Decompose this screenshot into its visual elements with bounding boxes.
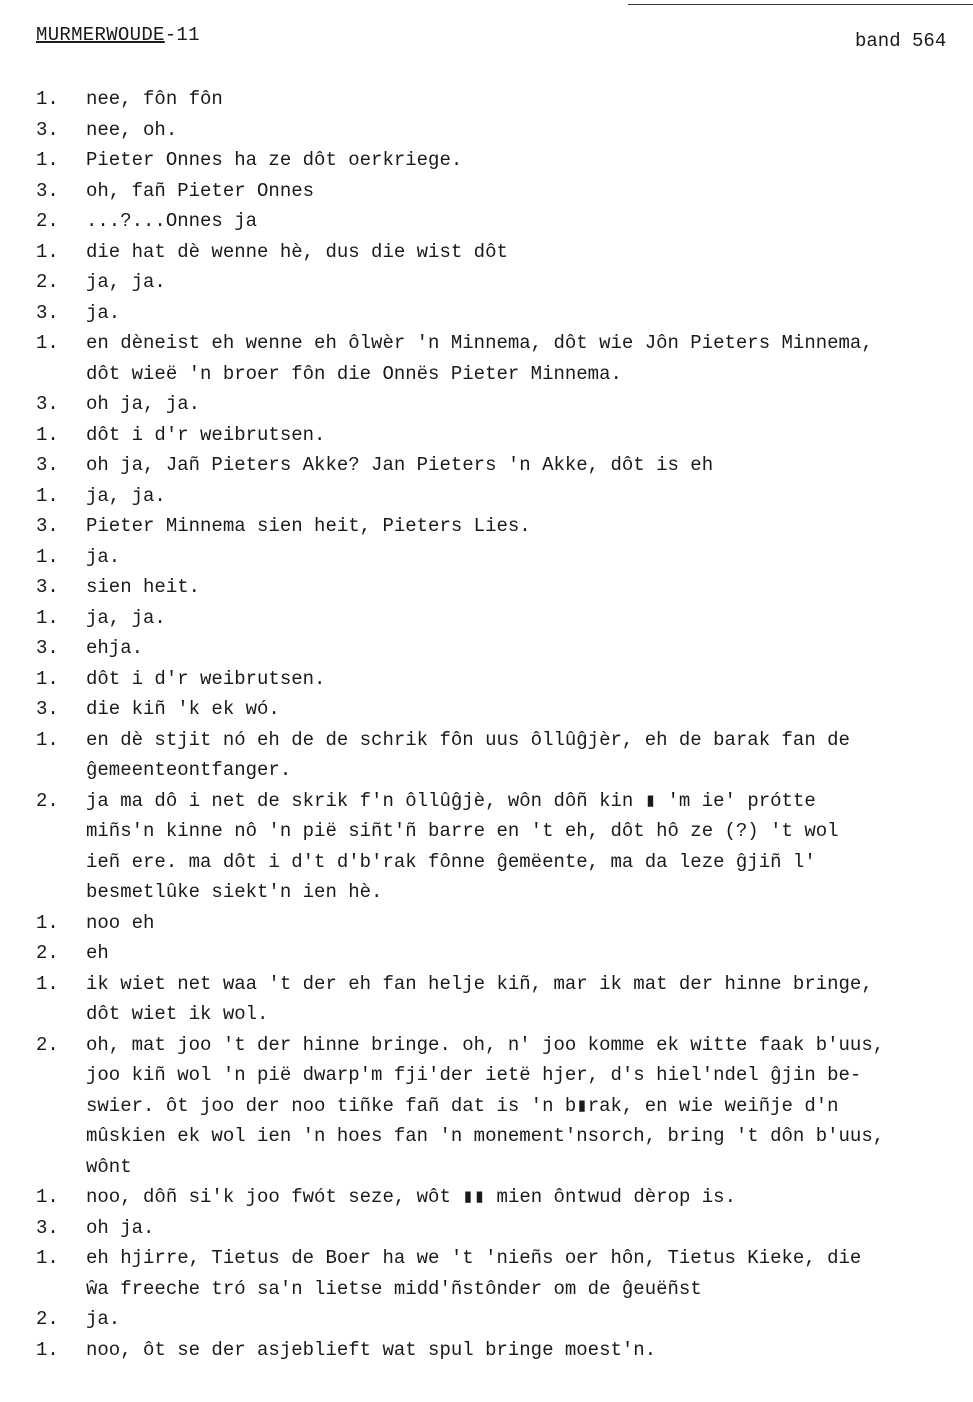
transcript-line xyxy=(36,1274,961,1305)
speaker-number: 3. xyxy=(36,301,59,324)
speaker-number: 3. xyxy=(36,637,59,659)
speaker-number: 2. xyxy=(36,942,59,964)
speaker-number: 2. xyxy=(36,1033,59,1056)
utterance-text: oh, fañ Pieter Onnes xyxy=(86,179,315,202)
utterance-text: joo kiñ wol 'n pië dwarp'm fji'der ietë hjer, d's hiel'ndel ĝjin be- xyxy=(86,1064,862,1086)
speaker-number: 1. xyxy=(36,667,59,690)
speaker-number: 3. xyxy=(36,515,59,537)
transcript-line xyxy=(36,816,961,847)
transcript-line xyxy=(36,572,961,603)
utterance-text: miñs'n kinne nô 'n pië siñt'ñ barre en 't eh, dôt hô ze (?) 't wol xyxy=(86,820,839,842)
transcript-line xyxy=(36,511,961,542)
utterance-text: ja. xyxy=(86,1308,121,1330)
utterance-text: en dèneist eh wenne eh ôlwèr 'n Minnema, dôt wie Jôn Pieters Minnema, xyxy=(86,332,873,354)
transcript-line xyxy=(36,115,961,146)
utterance-text: eh xyxy=(86,942,109,964)
transcript-line xyxy=(36,999,961,1030)
utterance-text: wônt xyxy=(86,1155,132,1178)
utterance-text: dôt wiet ik wol. xyxy=(86,1003,269,1025)
transcript-line xyxy=(36,633,961,664)
transcript-line xyxy=(36,1304,961,1335)
speaker-number: 1. xyxy=(36,423,59,446)
tape-number: -11 xyxy=(164,24,200,46)
utterance-text: noo eh xyxy=(86,911,155,934)
transcript-line xyxy=(36,481,961,512)
transcript-line xyxy=(36,84,961,115)
transcript-line xyxy=(36,176,961,207)
utterance-text: dôt i d'r weibrutsen. xyxy=(86,667,326,690)
utterance-text: ja. xyxy=(86,301,121,324)
transcript-line xyxy=(36,603,961,634)
utterance-text: noo, dôñ si'k joo fwót seze, wôt ▮▮ mien ôntwud dèrop is. xyxy=(86,1186,736,1208)
transcript-line xyxy=(36,420,961,451)
speaker-number: 1. xyxy=(36,1247,59,1269)
utterance-text: die hat dè wenne hè, dus die wist dôt xyxy=(86,240,508,263)
utterance-text: ja ma dô i net de skrik f'n ôllûĝjè, wôn dôñ kin ▮ 'm ie' prótte xyxy=(86,789,816,812)
utterance-text: mûskien ek wol ien 'n hoes fan 'n monement'nsorch, bring 't dôn b'uus, xyxy=(86,1125,885,1147)
utterance-text: ieñ ere. ma dôt i d't d'b'rak fônne ĝemëente, ma da leze ĝjiñ l' xyxy=(86,850,816,873)
utterance-text: eh hjirre, Tietus de Boer ha we 't 'nieñs oer hôn, Tietus Kieke, die xyxy=(86,1247,862,1269)
speaker-number: 2. xyxy=(36,210,59,232)
speaker-number: 1. xyxy=(36,728,59,751)
transcript-line xyxy=(36,298,961,329)
location-title: MURMERWOUDE xyxy=(36,24,165,46)
document-header-title xyxy=(36,24,200,46)
transcript-line xyxy=(36,1060,961,1091)
utterance-text: ŵa freeche tró sa'n lietse midd'ñstônder om de ĝeuëñst xyxy=(86,1277,702,1300)
transcript-line xyxy=(36,206,961,237)
transcript-line xyxy=(36,1121,961,1152)
speaker-number: 3. xyxy=(36,179,59,202)
utterance-text: oh ja. xyxy=(86,1216,155,1239)
transcript-line xyxy=(36,450,961,481)
utterance-text: nee, oh. xyxy=(86,118,178,141)
utterance-text: ja. xyxy=(86,545,121,568)
transcript-line xyxy=(36,145,961,176)
utterance-text: dôt wieë 'n broer fôn die Onnës Pieter Minnema. xyxy=(86,362,622,385)
speaker-number: 1. xyxy=(36,1186,59,1208)
speaker-number: 1. xyxy=(36,545,59,568)
speaker-number: 1. xyxy=(36,606,59,629)
transcript-line xyxy=(36,664,961,695)
utterance-text: ehja. xyxy=(86,637,144,659)
transcript-line xyxy=(36,725,961,756)
utterance-text: ja, ja. xyxy=(86,271,166,293)
transcript-line xyxy=(36,267,961,298)
speaker-number: 1. xyxy=(36,88,59,110)
transcript-line xyxy=(36,328,961,359)
utterance-text: sien heit. xyxy=(86,576,201,598)
utterance-text: swier. ôt joo der noo tiñke fañ dat is 'n b▮rak, en wie weiñje d'n xyxy=(86,1094,839,1117)
speaker-number: 2. xyxy=(36,1308,59,1330)
band-label: band 564 xyxy=(855,30,947,52)
speaker-number: 3. xyxy=(36,576,59,598)
utterance-text: ja, ja. xyxy=(86,606,166,629)
utterance-text: Pieter Minnema sien heit, Pieters Lies. xyxy=(86,515,531,537)
transcript-line xyxy=(36,938,961,969)
speaker-number: 1. xyxy=(36,240,59,263)
transcript-line xyxy=(36,694,961,725)
transcript-line xyxy=(36,1152,961,1183)
transcript-line xyxy=(36,389,961,420)
transcript-line xyxy=(36,786,961,817)
utterance-text: Pieter Onnes ha ze dôt oerkriege. xyxy=(86,149,463,171)
speaker-number: 2. xyxy=(36,789,59,812)
speaker-number: 3. xyxy=(36,118,59,141)
utterance-text: besmetlûke siekt'n ien hè. xyxy=(86,881,383,903)
transcript-body xyxy=(36,84,961,1365)
utterance-text: ...?...Onnes ja xyxy=(86,210,258,232)
utterance-text: die kiñ 'k ek wó. xyxy=(86,698,280,720)
transcript-line xyxy=(36,1213,961,1244)
utterance-text: ĝemeenteontfanger. xyxy=(86,759,292,781)
top-rule xyxy=(628,4,973,5)
transcript-line xyxy=(36,359,961,390)
utterance-text: ik wiet net waa 't der eh fan helje kiñ, mar ik mat der hinne bringe, xyxy=(86,972,873,995)
utterance-text: en dè stjit nó eh de de schrik fôn uus ôllûĝjèr, eh de barak fan de xyxy=(86,728,850,751)
utterance-text: nee, fôn fôn xyxy=(86,88,223,110)
transcript-line xyxy=(36,542,961,573)
transcript-line xyxy=(36,1335,961,1366)
transcript-line xyxy=(36,755,961,786)
speaker-number: 1. xyxy=(36,911,59,934)
transcript-line xyxy=(36,908,961,939)
speaker-number: 3. xyxy=(36,393,59,415)
speaker-number: 1. xyxy=(36,972,59,995)
speaker-number: 3. xyxy=(36,1216,59,1239)
transcript-line xyxy=(36,847,961,878)
transcript-line xyxy=(36,1182,961,1213)
utterance-text: ja, ja. xyxy=(86,484,166,507)
transcript-line xyxy=(36,1091,961,1122)
transcript-line xyxy=(36,1030,961,1061)
utterance-text: oh ja, ja. xyxy=(86,393,201,415)
utterance-text: dôt i d'r weibrutsen. xyxy=(86,423,326,446)
utterance-text: oh ja, Jañ Pieters Akke? Jan Pieters 'n Akke, dôt is eh xyxy=(86,454,714,476)
utterance-text: oh, mat joo 't der hinne bringe. oh, n' joo komme ek witte faak b'uus, xyxy=(86,1033,885,1056)
transcript-line xyxy=(36,237,961,268)
utterance-text: noo, ôt se der asjeblieft wat spul bringe moest'n. xyxy=(86,1338,657,1361)
speaker-number: 2. xyxy=(36,271,59,293)
speaker-number: 3. xyxy=(36,454,59,476)
speaker-number: 3. xyxy=(36,698,59,720)
speaker-number: 1. xyxy=(36,332,59,354)
transcript-line xyxy=(36,969,961,1000)
speaker-number: 1. xyxy=(36,149,59,171)
speaker-number: 1. xyxy=(36,1338,59,1361)
speaker-number: 1. xyxy=(36,484,59,507)
transcript-line xyxy=(36,877,961,908)
transcript-line xyxy=(36,1243,961,1274)
